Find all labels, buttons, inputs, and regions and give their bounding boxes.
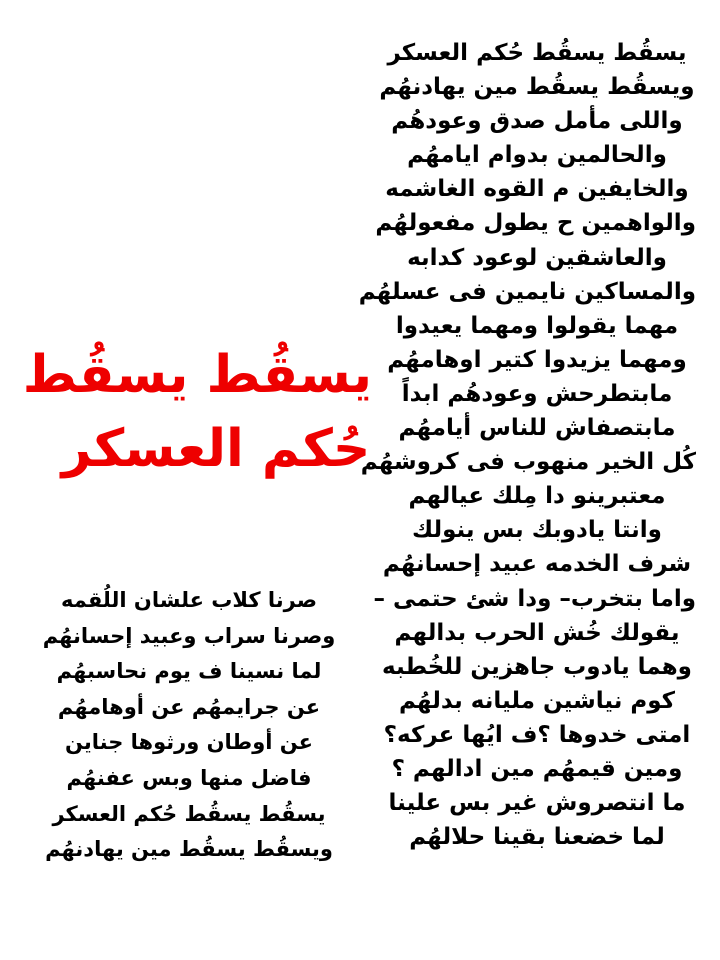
poem-line: ويسقُط يسقُط مين يهادنهُم [45,837,333,862]
poem-line: واما بتخرب– ودا شئ حتمى – [373,585,696,612]
poem-line: ومهما يزيدوا كتير اوهامهُم [387,346,687,373]
poem-line: والواهمين ح يطول مفعولهُم [375,210,696,237]
poem-line: والحالمين بدوام ايامهُم [407,142,667,169]
poem-line: واللى مأمل صدق وعودهُم [391,108,683,135]
poem-line: صرنا كلاب علشان اللُقمه [61,588,317,612]
poem-line: يقولك خُش الحرب بدالهم [394,619,680,646]
poem-line: كُل الخير منهوب فى كروشهُم [360,449,696,476]
poem-line: والمساكين نايمين فى عسلهُم [358,278,696,305]
poem-line: معتبرينو دا مِلك عيالهم [408,483,666,510]
title-line-2: حُكم العسكر [61,419,371,479]
poem-line: مهما يقولوا ومهما يعيدوا [395,312,679,339]
left-poem-column [40,583,338,868]
poem-line: وصرنا سراب وعبيد إحسانهُم [42,623,336,648]
poem-line: والخايفين م القوه الغاشمه [385,176,689,203]
poem-line: عن أوطان ورثوها جناين [64,730,314,755]
poem-title [22,338,372,486]
title-line-1: يسقُط يسقُط [22,345,372,405]
poem-line: مابتصفاش للناس أيامهُم [398,415,676,442]
poem-line: يسقُط يسقُط حُكم العسكر [52,801,326,826]
poem-line: امتى خدوها ؟ف ايُها عركه؟ [383,721,691,748]
right-poem-column [358,36,696,854]
poem-line: ومين قيمهُم مين ادالهم ؟ [391,755,683,782]
poem-line: يسقُط يسقُط حُكم العسكر [387,40,687,66]
poem-line: مابتطرحش وعودهُم ابداً [401,380,673,407]
poem-line: والعاشقين لوعود كدابه [407,244,667,271]
poem-line: ويسقُط يسقُط مين يهادنهُم [379,74,695,101]
poem-line: وهما يادوب جاهزين للخُطبه [382,653,692,680]
poem-line: عن جرايمهُم عن أوهامهُم [57,694,321,719]
poem-line: وانتا يادوبك بس ينولك [412,517,662,544]
poem-line: كوم نياشين مليانه بدلهُم [398,687,676,714]
poem-line: فاضل منها وبس عفنهُم [66,765,312,790]
poem-line: شرف الخدمه عبيد إحسانهُم [382,551,692,578]
poem-line: لما نسينا ف يوم نحاسبهُم [56,659,322,684]
poem-line: لما خضعنا بقينا حلالهُم [409,824,665,851]
poem-line: ما انتصروش غير بس علينا [388,790,686,817]
